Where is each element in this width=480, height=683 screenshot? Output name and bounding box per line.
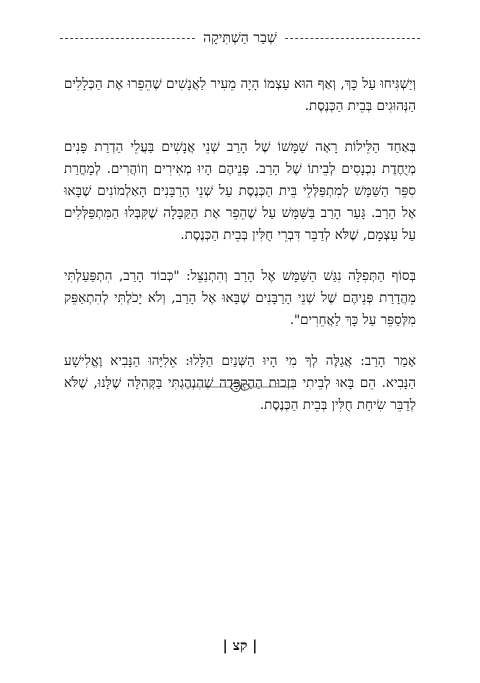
header-rule-left [60, 38, 195, 39]
section-divider-ornament-icon [186, 380, 294, 394]
paragraph: בְּאַחַד הַלֵּילוֹת רָאָה שַׁמָּשׁוֹ שֶׁל הָרַב שְׁנֵי אֲנָשִׁים בַּעֲלֵי הַדְרַת פָּנִים מְיֻחֶדֶת נִכְנָסִים לְבֵיתוֹ שֶׁל הָרַב. פְּנֵיהֶם הָיוּ מְאִירִים וְזוֹהֲרִים. לְמָחֳרַת סִפֵּר הַשַּׁמָּשׁ לְמִתְפַּלְּלֵי בֵּית הַכְּנֶסֶת עַל שְׁנֵי הָרַבָּנִים הָאַלְמוֹנִים שֶׁבָּאוּ אֶל הָרַב. גָּעַר הָרַב בַּשַּׁמָּשׁ עַל שֶׁהֵפֵר אֶת הַקַּבָּלָה שֶׁקִּבְּלוּ הַמִּתְפַּלְּלִים עַל עַצְמָם, שֶׁלֹּא לְדַבֵּר דִּבְרֵי חֻלִּין בְּבֵית הַכְּנֶסֶת. [64, 140, 416, 243]
running-header-title: שְׁבַר הַשְׁתִּיקָה [203, 30, 277, 46]
paragraph: בְּסוֹף הַתְּפִלָּה נִגַּשׁ הַשַּׁמָּשׁ אֶל הָרַב וְהִתְנַצֵּל: "כְּבוֹד הָרַב, הִתְפַּעַלְתִּי מֵהֲדָרַת פְּנֵיהֶם שֶׁל שְׁנֵי הָרַבָּנִים שֶׁבָּאוּ אֶל הָרַב, וְלֹא יָכֹלְתִּי לְהִתְאַפֵּק מִלְּסַפֵּר עַל כָּךְ לַאֲחֵרִים". [64, 269, 416, 328]
paragraph: אָמַר הָרַב: אֲגַלֶּה לְךָ מִי הָיוּ הַשְּׁנַיִם הַלָּלוּ: אֵלִיָּהוּ הַנָּבִיא וֶאֱלִישָׁע הַנָּבִיא. הֵם בָּאוּ לְבֵיתִי בִּזְכוּת הַהַקְפָּדָה שֶׁהִנְהַגְתִּי בַּקְּהִלָּה שֶׁלָּנוּ, שֶׁלֹּא לְדַבֵּר שִׂיחַת חֻלִּין בְּבֵית הַכְּנֶסֶת. [64, 354, 416, 413]
paragraph: וְיַשְׁגִּיחוּ עַל כָּךְ, וְאַף הוּא עַצְמוֹ הָיָה מֵעִיר לַאֲנָשִׁים שֶׁהֵפֵרוּ אֶת הַכְּלָלִים הַנְּהוּגִים בְּבֵית הַכְּנֶסֶת. [64, 77, 416, 114]
running-header [60, 30, 420, 47]
header-rule-right [285, 38, 420, 39]
page-number: | קצ | [222, 638, 258, 654]
